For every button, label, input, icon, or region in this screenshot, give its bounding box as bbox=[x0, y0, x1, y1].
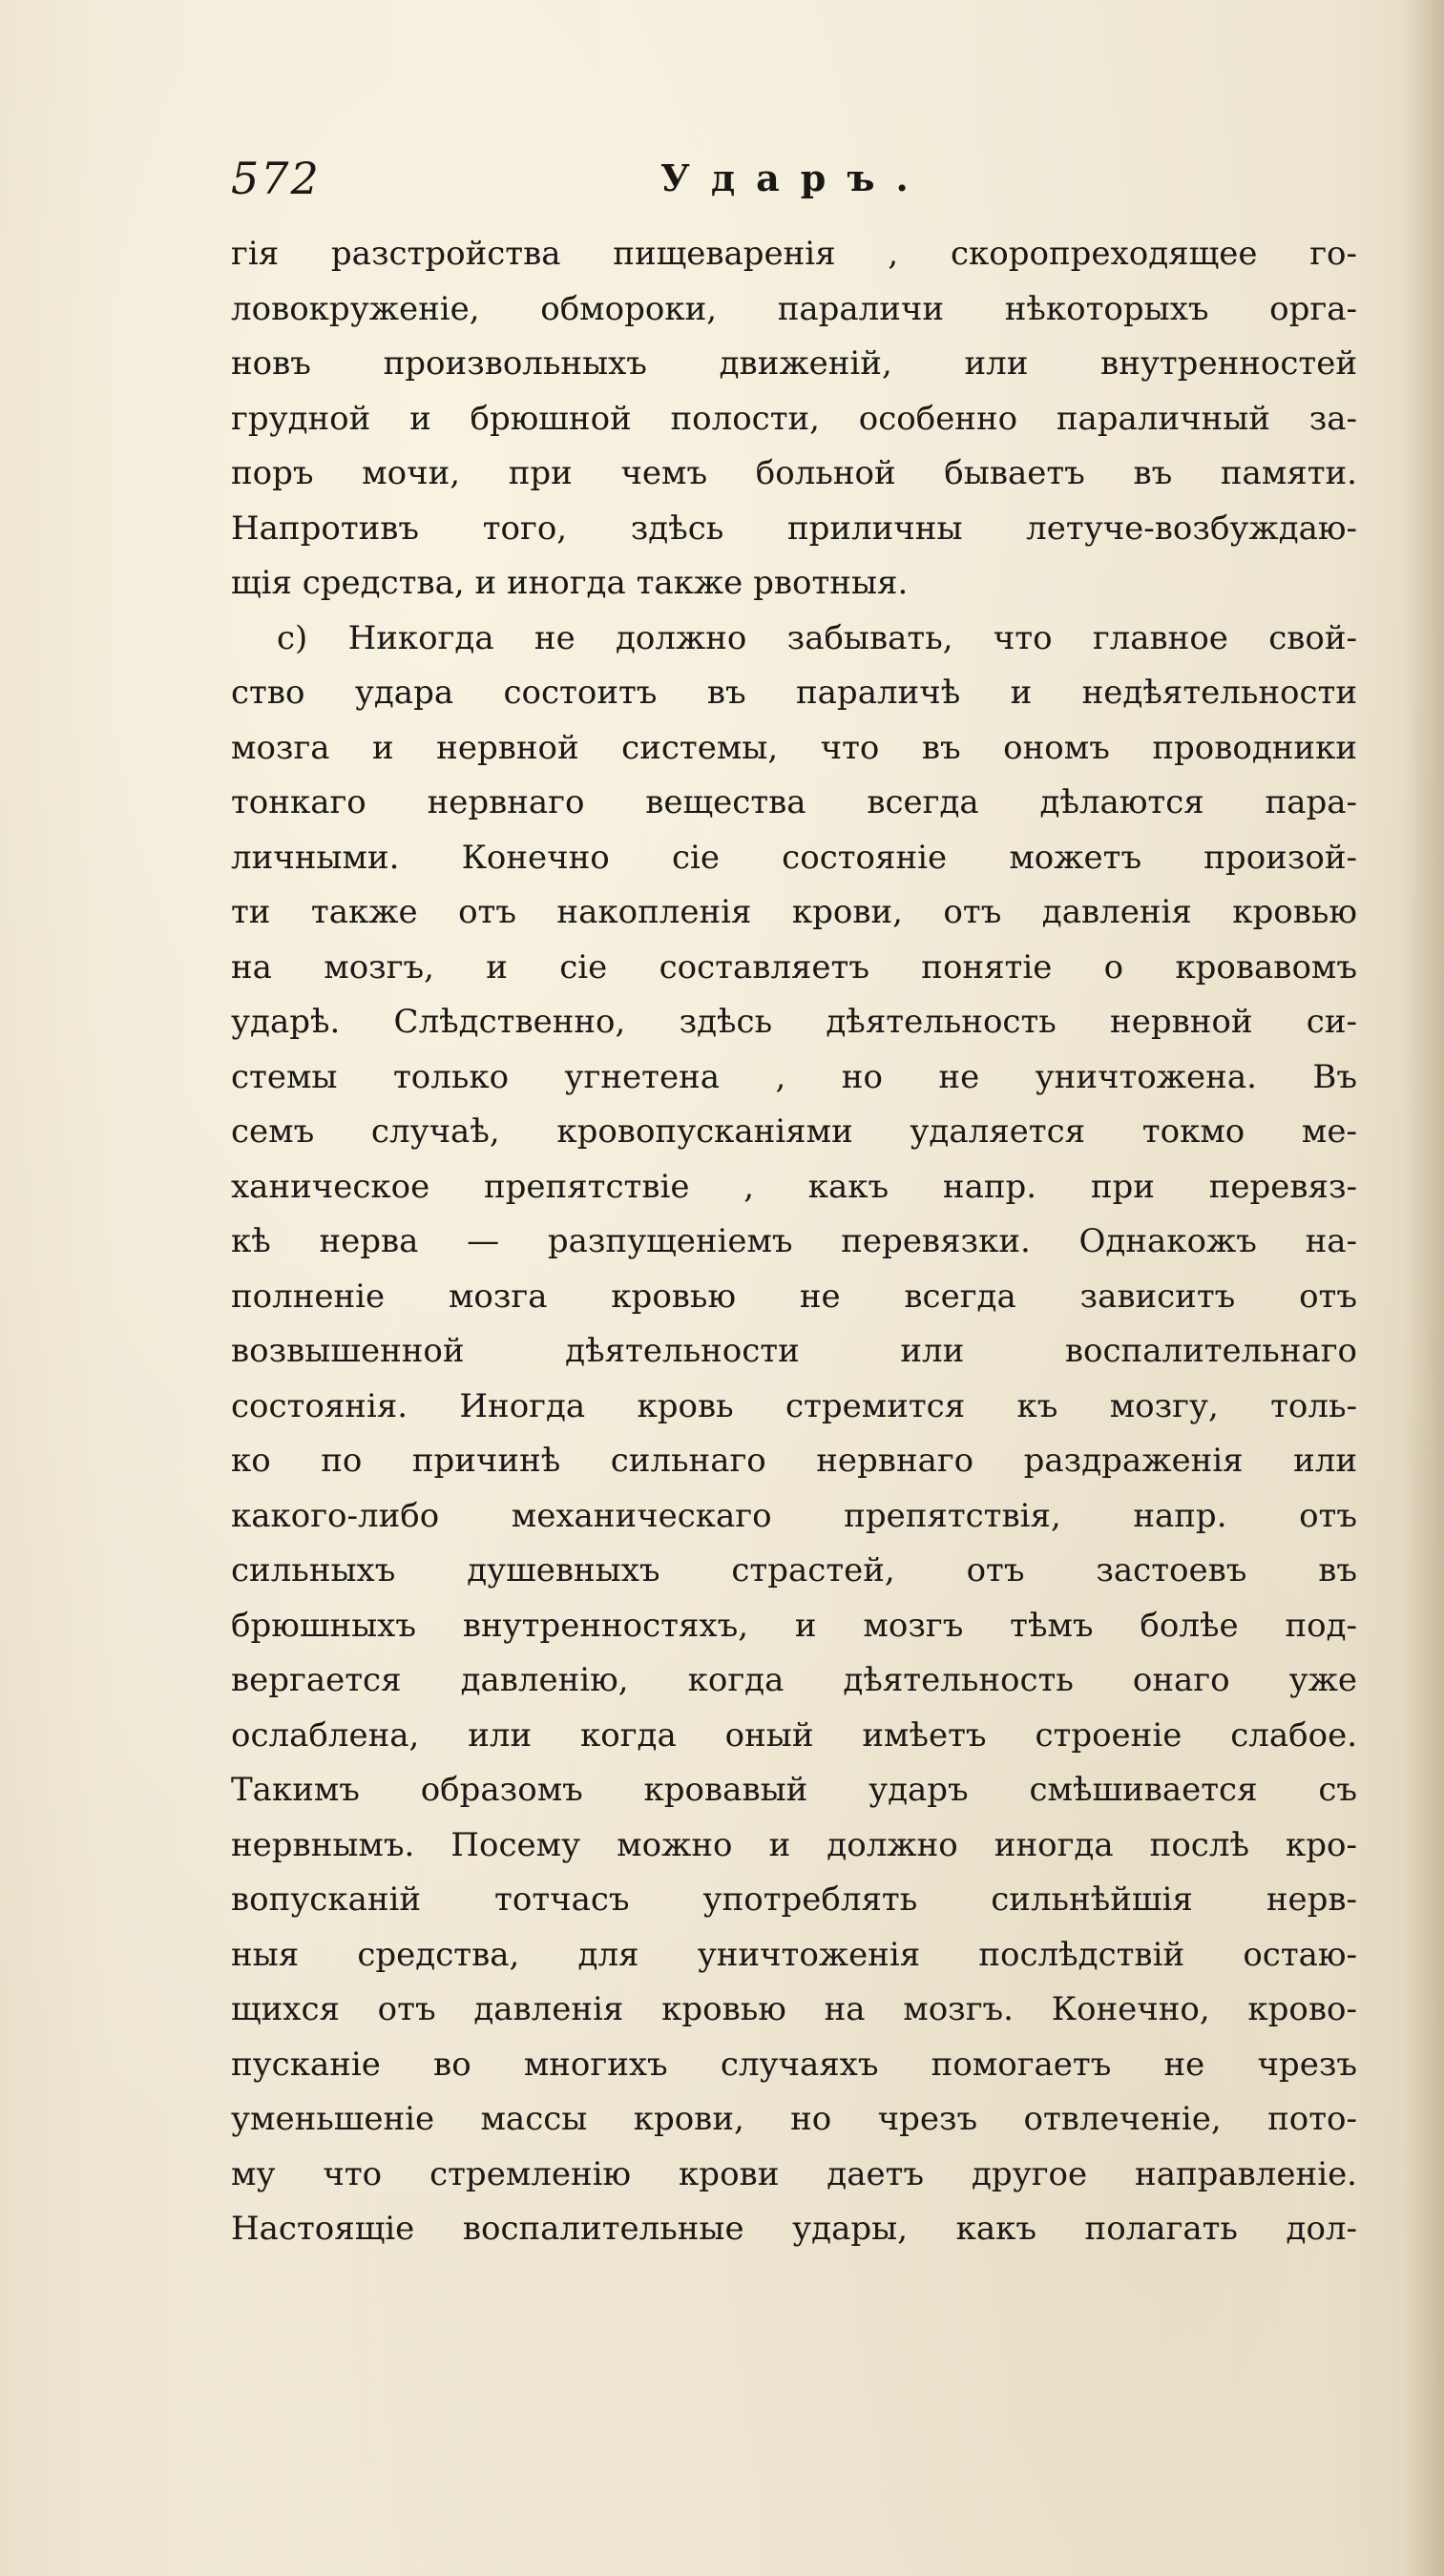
text-line: кѣ нерва — разпущеніемъ перевязки. Однакожъ на- bbox=[231, 1222, 1357, 1260]
text-line: на мозгъ, и сіе составляетъ понятіе о кровавомъ bbox=[231, 947, 1357, 987]
text-line: ослаблена, или когда оный имѣетъ строеніе слабое. bbox=[231, 1715, 1357, 1755]
text-line: уменьшеніе массы крови, но чрезъ отвлеченіе, пото- bbox=[231, 2100, 1357, 2138]
text-line: возвышенной дѣятельности или воспалительнаго bbox=[231, 1332, 1357, 1370]
text-line: нервнымъ. Посему можно и должно иногда послѣ кро- bbox=[231, 1825, 1357, 1864]
text-line: вергается давленію, когда дѣятельность онаго уже bbox=[231, 1661, 1357, 1699]
text-line: стемы только угнетена , но не уничтожена. Въ bbox=[231, 1057, 1357, 1096]
text-line: сильныхъ душевныхъ страстей, отъ застоевъ въ bbox=[231, 1551, 1357, 1589]
text-line: ко по причинѣ сильнаго нервнаго раздраженія или bbox=[231, 1442, 1357, 1480]
text-line: грудной и брюшной полости, особенно параличный за- bbox=[231, 399, 1357, 438]
text-line: Настоящіе воспалительные удары, какъ полагать дол- bbox=[231, 2210, 1357, 2248]
text-line: щія средства, и иногда также рвотныя. bbox=[231, 564, 909, 602]
text-line: какого-либо механическаго препятствія, напр. отъ bbox=[231, 1496, 1357, 1535]
text-line: мозга и нервной системы, что въ ономъ проводники bbox=[231, 728, 1357, 767]
text-line: тонкаго нервнаго вещества всегда дѣлаются пара- bbox=[231, 783, 1357, 821]
text-line: ударѣ. Слѣдственно, здѣсь дѣятельность нервной си- bbox=[231, 1003, 1357, 1041]
text-line: вопусканій тотчасъ употреблять сильнѣйшія нерв- bbox=[231, 1880, 1357, 1919]
text-line: ловокруженіе, обмороки, параличи нѣкоторыхъ орга- bbox=[231, 289, 1357, 328]
text-line: новъ произвольныхъ движеній, или внутренностей bbox=[231, 344, 1357, 383]
text-line: Такимъ образомъ кровавый ударъ смѣшивается съ bbox=[231, 1771, 1357, 1809]
page-edge-shadow bbox=[1404, 0, 1444, 2576]
text-line: поръ мочи, при чемъ больной бываетъ въ памяти. bbox=[231, 454, 1357, 492]
text-line: пусканіе во многихъ случаяхъ помогаетъ не чрезъ bbox=[231, 2045, 1357, 2084]
text-line: состоянія. Иногда кровь стремится къ мозгу, толь- bbox=[231, 1386, 1357, 1425]
text-line: полненіе мозга кровью не всегда зависитъ отъ bbox=[231, 1277, 1357, 1316]
text-line: щихся отъ давленія кровью на мозгъ. Конечно, крово- bbox=[231, 1990, 1357, 2028]
text-line: му что стремленію крови даетъ другое направленіе. bbox=[231, 2154, 1357, 2193]
text-line: c) Никогда не должно забывать, что главное свой- bbox=[277, 618, 1357, 657]
text-line: ство удара состоитъ въ параличѣ и недѣятельности bbox=[231, 674, 1357, 712]
text-line: ханическое препятствіе , какъ напр. при перевяз- bbox=[231, 1167, 1357, 1206]
running-head bbox=[231, 153, 1357, 210]
body-text bbox=[231, 227, 1357, 2257]
running-title: Ударъ. bbox=[660, 156, 930, 199]
text-line: брюшныхъ внутренностяхъ, и мозгъ тѣмъ болѣе под- bbox=[231, 1606, 1357, 1645]
text-line: ти также отъ накопленія крови, отъ давленія кровью bbox=[231, 893, 1357, 931]
text-line: личными. Конечно сіе состояніе можетъ произой- bbox=[231, 838, 1357, 877]
text-line: ныя средства, для уничтоженія послѣдствій остаю- bbox=[231, 1935, 1357, 1974]
text-line: Напротивъ того, здѣсь приличны летуче-возбуждаю- bbox=[231, 509, 1357, 548]
page-number: 572 bbox=[231, 153, 321, 204]
text-line: гія разстройства пищеваренія , скоропреходящее го- bbox=[231, 235, 1357, 273]
text-line: семъ случаѣ, кровопусканіями удаляется токмо ме- bbox=[231, 1112, 1357, 1151]
